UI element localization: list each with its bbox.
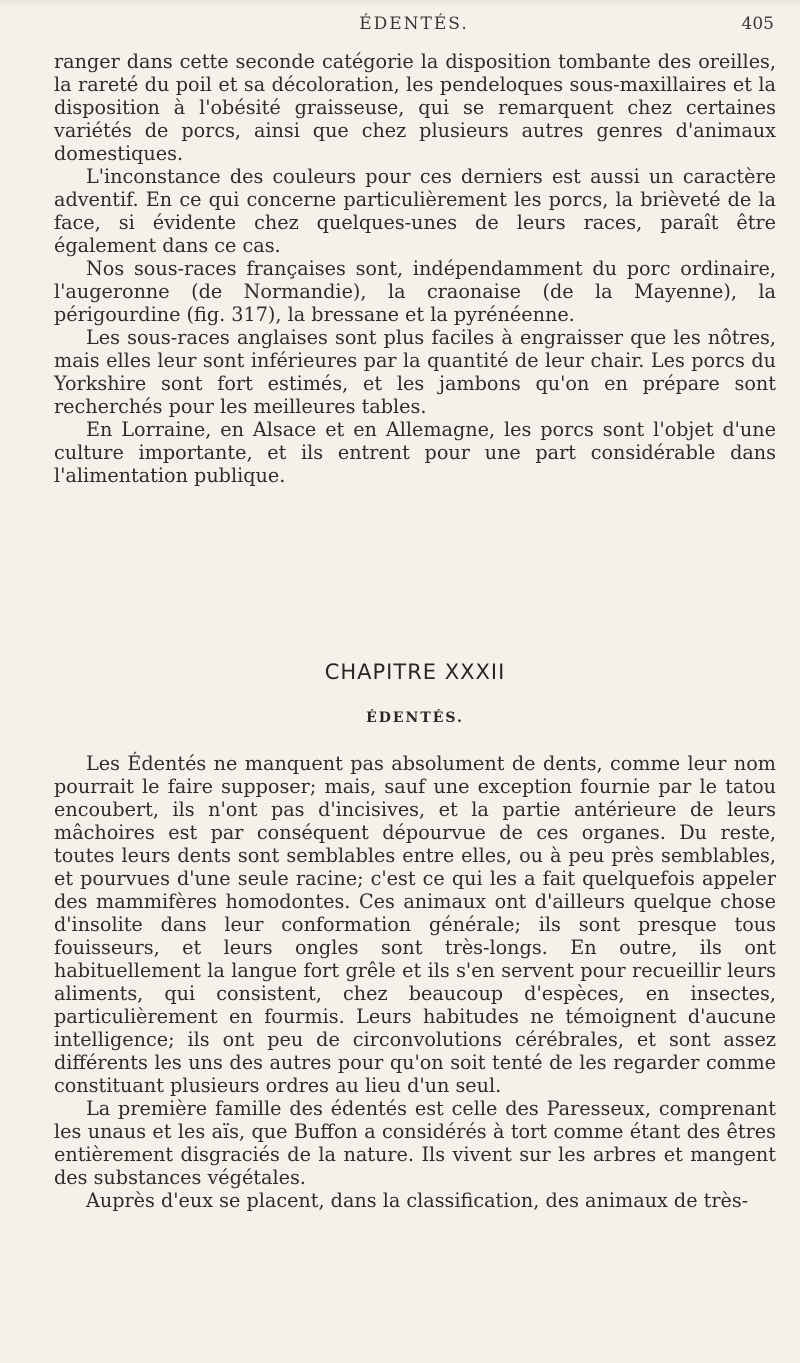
running-title: ÉDENTÉS. — [359, 14, 469, 34]
paragraph: Les Édentés ne manquent pas absolument de dents, comme leur nom pourrait le faire supposer; mais, sauf une exception fournie par le tatou encoubert, ils n'ont pas d'incisives, et la partie antérieure de leurs mâchoires est par conséquent dépourvue de ces organes. Du reste, toutes leurs dents sont semblables entre elles, ou à peu près semblables, et pourvues d'une seule racine; c'est ce qui les a fait quelquefois appeler des mammifères homodontes. Ces animaux ont d'ailleurs quelque chose d'insolite dans leur conformation générale; ils sont presque tous fouisseurs, et leurs ongles sont très-longs. En outre, ils ont habituellement la langue fort grêle et ils s'en servent pour recueillir leurs aliments, qui consistent, chez beaucoup d'espèces, en insectes, particulièrement en fourmis. Leurs habitudes ne témoignent d'aucune intelligence; ils ont peu de circonvolutions cérébrales, et sont assez différents les uns des autres pour qu'on soit tenté de les regarder comme constituant plusieurs ordres au lieu d'un seul. — [54, 752, 776, 1097]
lower-text-block — [54, 752, 776, 1212]
paragraph: La première famille des édentés est celle des Paresseux, comprenant les unaus et les aïs, que Buffon a considérés à tort comme étant des êtres entièrement disgraciés de la nature. Ils vivent sur les arbres et mangent des substances végétales. — [54, 1097, 776, 1189]
paragraph: Auprès d'eux se placent, dans la classification, des animaux de très- — [86, 1189, 749, 1212]
paragraph: Nos sous-races françaises sont, indépendamment du porc ordinaire, l'augeronne (de Normandie), la craonaise (de la Mayenne), la périgourdine (fig. 317), la bressane et la pyrénéenne. — [54, 257, 776, 326]
page-number: 405 — [741, 14, 774, 34]
paragraph: L'inconstance des couleurs pour ces derniers est aussi un caractère adventif. En ce qui concerne particulièrement les porcs, la brièveté de la face, si évidente chez quelques-unes de leurs races, paraît être également dans ce cas. — [54, 165, 776, 257]
paragraph: En Lorraine, en Alsace et en Allemagne, les porcs sont l'objet d'une culture importante, et ils entrent pour une part considérable dans l'alimentation publique. — [54, 418, 776, 487]
chapter-subtitle: ÉDENTÉS. — [366, 710, 464, 726]
paragraph: ranger dans cette seconde catégorie la disposition tombante des oreilles, la rareté du poil et sa décoloration, les pendeloques sous-maxillaires et la disposition à l'obésité graisseuse, qui se remarquent chez certaines variétés de porcs, ainsi que chez plusieurs autres genres d'animaux domestiques. — [54, 50, 776, 165]
running-head — [54, 14, 774, 38]
chapter-title: CHAPITRE XXXII — [324, 660, 506, 684]
page-edge-shadow — [0, 0, 800, 6]
paragraph: Les sous-races anglaises sont plus faciles à engraisser que les nôtres, mais elles leur sont inférieures par la quantité de leur chair. Les porcs du Yorkshire sont fort estimés, et les jambons qu'on en prépare sont recherchés pour les meilleures tables. — [54, 326, 776, 418]
upper-text-block — [54, 50, 776, 487]
